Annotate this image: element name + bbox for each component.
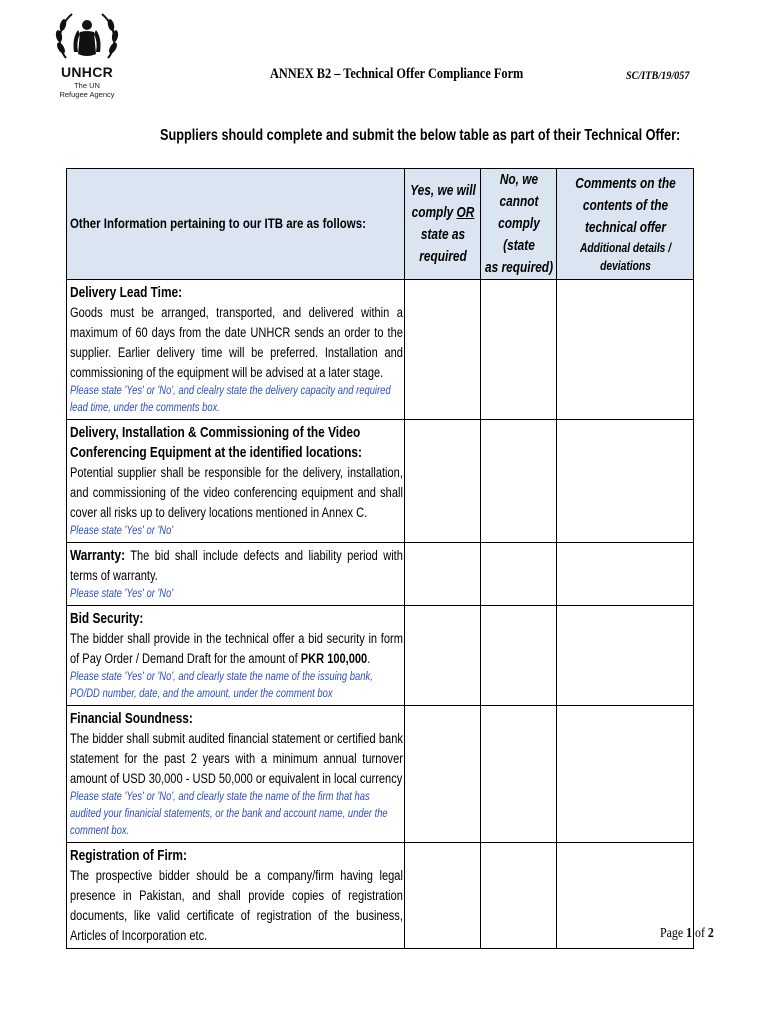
- page-number: Page 1 of 2: [660, 926, 714, 941]
- compliance-table: [66, 168, 694, 949]
- table-row: [67, 843, 694, 949]
- table-header-row: [67, 169, 694, 280]
- header-yes-comply: Yes, we will comply OR state as required: [404, 169, 480, 280]
- yes-comply-cell[interactable]: [404, 543, 480, 606]
- requirement-delivery-installation: Delivery, Installation & Commissioning of the Video Conferencing Equipment at the identified locations: Potential supplier shall be responsible for the delivery, installation, and commissioning of the video conferencing equipment and shall cover all risks up to delivery locations mentioned in Annex C. Please state 'Yes' or 'No': [67, 420, 405, 543]
- no-comply-cell[interactable]: [480, 280, 556, 420]
- no-comply-cell[interactable]: [480, 706, 556, 843]
- no-comply-cell[interactable]: [480, 606, 556, 706]
- requirement-warranty: Warranty: The bid shall include defects and liability period with terms of warranty. Please state 'Yes' or 'No': [67, 543, 405, 606]
- yes-comply-cell[interactable]: [404, 606, 480, 706]
- comments-cell[interactable]: [556, 706, 693, 843]
- comments-cell[interactable]: [556, 606, 693, 706]
- header-no-cannot-comply: No, we cannot comply (state as required): [480, 169, 556, 280]
- header-comments: Comments on the contents of the technical offer Additional details / deviations: [556, 169, 693, 280]
- logo-tagline: The UN Refugee Agency: [59, 81, 115, 99]
- table-row: [67, 706, 694, 843]
- no-comply-cell[interactable]: [480, 420, 556, 543]
- requirement-registration-of-firm: Registration of Firm: The prospective bidder should be a company/firm having legal presence in Pakistan, and shall provide copies of registration documents, like valid certificate of registration of the business, Articles of Incorporation etc.: [67, 843, 405, 949]
- no-comply-cell[interactable]: [480, 843, 556, 949]
- unhcr-logo: [52, 8, 122, 100]
- logo-wordmark: UNHCR: [60, 64, 114, 80]
- laurel-hands-icon: [52, 8, 122, 64]
- yes-comply-cell[interactable]: [404, 280, 480, 420]
- comments-cell[interactable]: [556, 543, 693, 606]
- requirement-financial-soundness: Financial Soundness: The bidder shall submit audited financial statement or certified bank statement for the past 2 years with a minimum annual turnover amount of USD 30,000 - USD 50,000 or equivalent in local currency Please state 'Yes' or 'No', and clearly state the name of the firm that has audited your finanicial statements, or the bank and account name, under the comment box.: [67, 706, 405, 843]
- document-reference: SC/ITB/19/057: [626, 68, 690, 82]
- yes-comply-cell[interactable]: [404, 706, 480, 843]
- table-row: [67, 606, 694, 706]
- intro-instruction: Suppliers should complete and submit the below table as part of their Technical Offer:: [160, 127, 681, 144]
- no-comply-cell[interactable]: [480, 543, 556, 606]
- table-row: [67, 280, 694, 420]
- comments-cell[interactable]: [556, 420, 693, 543]
- yes-comply-cell[interactable]: [404, 420, 480, 543]
- comments-cell[interactable]: [556, 280, 693, 420]
- requirement-delivery-lead-time: Delivery Lead Time: Goods must be arranged, transported, and delivered within a maximum of 60 days from the date UNHCR sends an order to the supplier. Earlier delivery time will be preferred. Installation and commissioning of the equipment will be advised at a later stage. Please state 'Yes' or 'No', and clealry state the delivery capacity and required lead time, under the comments box.: [67, 280, 405, 420]
- yes-comply-cell[interactable]: [404, 843, 480, 949]
- document-title: ANNEX B2 – Technical Offer Compliance Form: [270, 66, 524, 82]
- header-other-information: Other Information pertaining to our ITB are as follows:: [67, 169, 405, 280]
- table-row: [67, 543, 694, 606]
- table-row: [67, 420, 694, 543]
- requirement-bid-security: Bid Security: The bidder shall provide in the technical offer a bid security in form of Pay Order / Demand Draft for the amount of PKR 100,000. Please state 'Yes' or 'No', and clearly state the name of the issuing bank, PO/DD number, date, and the amount, under the comment box: [67, 606, 405, 706]
